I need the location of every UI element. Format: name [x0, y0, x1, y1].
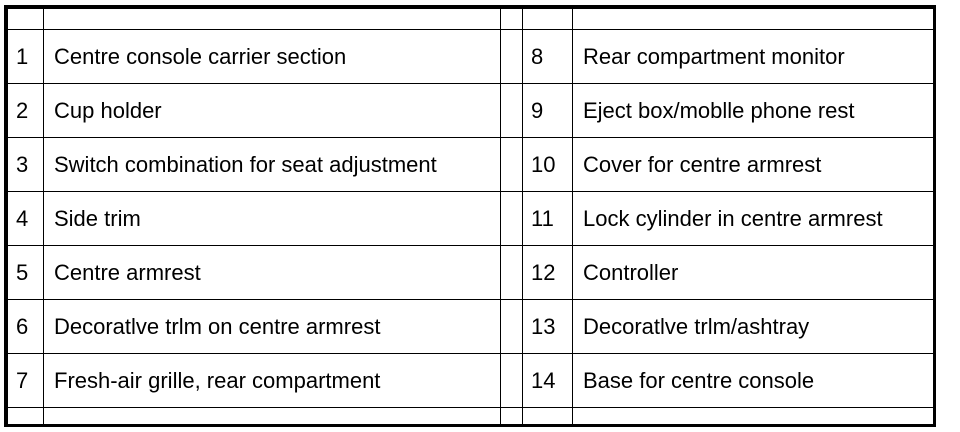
right-item-number: 9 [523, 84, 573, 138]
right-item-label: Rear compartment monitor [573, 30, 934, 84]
table-row [8, 300, 934, 354]
empty-cell [44, 408, 501, 425]
left-item-number: 6 [8, 300, 44, 354]
empty-cell [573, 9, 934, 30]
left-item-label: Fresh-air grille, rear compartment [44, 354, 501, 408]
left-item-label: Centre armrest [44, 246, 501, 300]
table-row [8, 354, 934, 408]
table-header-spacer-row [8, 9, 934, 30]
empty-cell [523, 408, 573, 425]
column-gap [501, 84, 523, 138]
legend-table [7, 8, 934, 425]
right-item-label: Cover for centre armrest [573, 138, 934, 192]
left-item-number: 2 [8, 84, 44, 138]
column-gap [501, 138, 523, 192]
column-gap [501, 30, 523, 84]
left-item-number: 7 [8, 354, 44, 408]
table-footer-spacer-row [8, 408, 934, 425]
right-item-label: Lock cylinder in centre armrest [573, 192, 934, 246]
right-item-label: Base for centre console [573, 354, 934, 408]
left-item-label: Switch combination for seat adjustment [44, 138, 501, 192]
left-item-number: 1 [8, 30, 44, 84]
left-item-label: Centre console carrier section [44, 30, 501, 84]
right-item-label: Controller [573, 246, 934, 300]
right-item-number: 11 [523, 192, 573, 246]
right-item-number: 13 [523, 300, 573, 354]
column-gap [501, 300, 523, 354]
right-item-label: Eject box/moblle phone rest [573, 84, 934, 138]
legend-table-frame [4, 5, 936, 427]
column-gap [501, 192, 523, 246]
empty-cell [44, 9, 501, 30]
empty-cell [8, 408, 44, 425]
empty-cell [523, 9, 573, 30]
column-gap [501, 408, 523, 425]
left-item-label: Side trim [44, 192, 501, 246]
table-row [8, 84, 934, 138]
right-item-number: 8 [523, 30, 573, 84]
table-row [8, 30, 934, 84]
empty-cell [8, 9, 44, 30]
right-item-number: 10 [523, 138, 573, 192]
left-item-number: 4 [8, 192, 44, 246]
table-row [8, 246, 934, 300]
left-item-label: Cup holder [44, 84, 501, 138]
left-item-number: 3 [8, 138, 44, 192]
empty-cell [573, 408, 934, 425]
column-gap [501, 9, 523, 30]
left-item-number: 5 [8, 246, 44, 300]
column-gap [501, 354, 523, 408]
table-row [8, 138, 934, 192]
table-row [8, 192, 934, 246]
column-gap [501, 246, 523, 300]
right-item-label: Decoratlve trlm/ashtray [573, 300, 934, 354]
left-item-label: Decoratlve trlm on centre armrest [44, 300, 501, 354]
right-item-number: 14 [523, 354, 573, 408]
right-item-number: 12 [523, 246, 573, 300]
